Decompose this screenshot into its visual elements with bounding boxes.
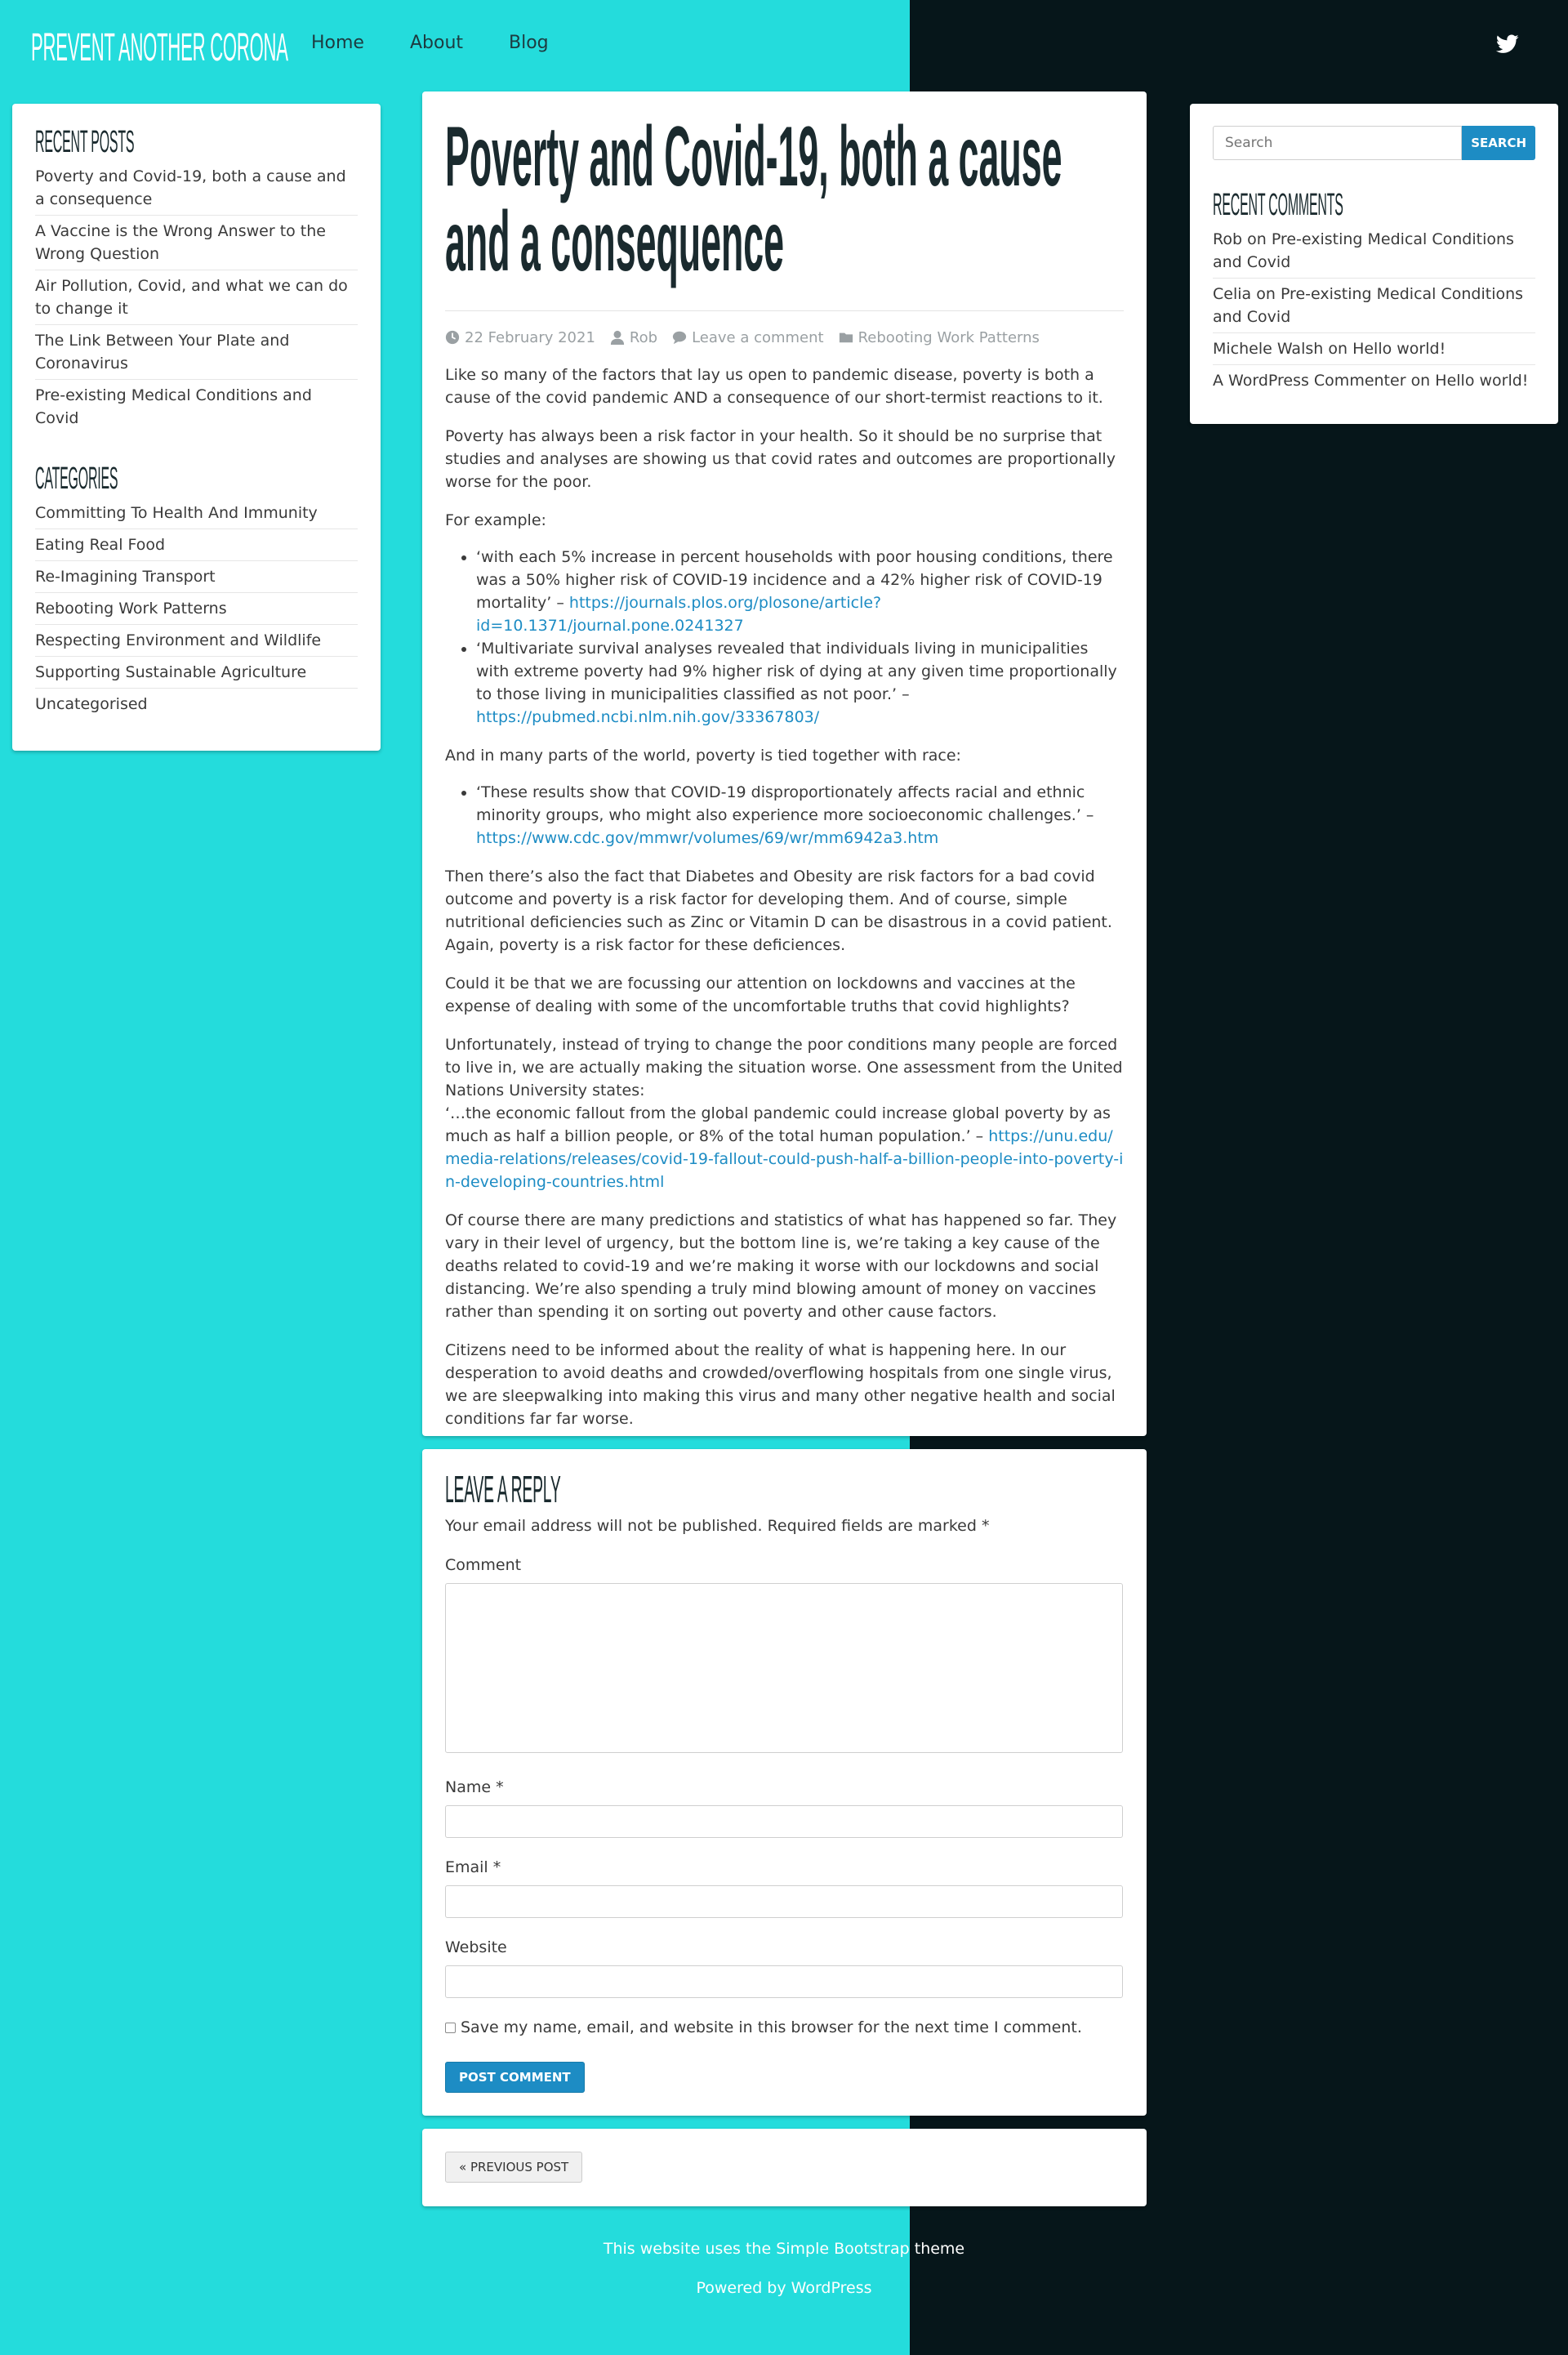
footer-powered-line <box>0 2279 1568 2297</box>
email-field[interactable] <box>445 1885 1123 1918</box>
comment-post-link[interactable]: Hello world! <box>1352 340 1446 358</box>
paragraph: Like so many of the factors that lay us open to pandemic disease, poverty is both a cause of the covid pandemic AND a consequence of our short-termist reactions to it. <box>445 366 1103 407</box>
list-item <box>35 325 358 380</box>
footer-text: Powered by <box>696 2279 791 2297</box>
recent-post-link[interactable]: Air Pollution, Covid, and what we can do to change it <box>35 277 348 318</box>
nav-blog[interactable]: Blog <box>509 33 549 53</box>
name-field[interactable] <box>445 1805 1123 1838</box>
source-link[interactable]: https://www.cdc.gov/mmwr/volumes/69/wr/mm6942a3.htm <box>476 829 939 847</box>
post-comments-text: Leave a comment <box>692 328 824 346</box>
comment-textarea[interactable] <box>445 1583 1123 1753</box>
twitter-icon[interactable] <box>1496 34 1519 54</box>
recent-posts-list <box>35 161 358 434</box>
left-sidebar <box>12 104 381 751</box>
title-divider <box>445 310 1124 311</box>
post-date-text: 22 February 2021 <box>465 328 595 346</box>
list-item <box>35 593 358 625</box>
comment-icon <box>672 330 687 345</box>
bullet-list <box>476 546 1124 729</box>
paragraph <box>445 1033 1124 1193</box>
search-button[interactable]: SEARCH <box>1462 126 1535 160</box>
category-link[interactable]: Supporting Sustainable Agriculture <box>35 663 307 681</box>
post-author-text: Rob <box>629 328 658 346</box>
bullet-text: ‘with each 5% increase in percent households with poor housing conditions, there was a 50% higher risk of COVID-19 incidence and a 42% higher risk of COVID-19 mortality’ – <box>476 548 1113 612</box>
comment-on-text: on <box>1328 340 1348 358</box>
site-header <box>0 0 1568 90</box>
website-label: Website <box>445 1938 507 1956</box>
categories-widget <box>35 462 358 720</box>
recent-post-link[interactable]: A Vaccine is the Wrong Answer to the Wrong Question <box>35 222 326 263</box>
save-info-checkbox[interactable] <box>445 2023 456 2033</box>
post-navigation <box>422 2129 1147 2206</box>
post-comments-link[interactable] <box>672 329 824 346</box>
list-item <box>35 380 358 434</box>
list-item <box>35 625 358 657</box>
paragraph: And in many parts of the world, poverty is tied together with race: <box>445 747 961 765</box>
comment-on-text: on <box>1410 372 1431 390</box>
previous-post-button[interactable]: « PREVIOUS POST <box>445 2152 582 2183</box>
search-input[interactable] <box>1213 126 1462 160</box>
reply-title: LEAVE A REPLY <box>445 1468 561 1510</box>
source-link[interactable]: https://journals.plos.org/plosone/article?id=10.1371/journal.pone.0241327 <box>476 594 882 635</box>
recent-post-link[interactable]: The Link Between Your Plate and Coronavirus <box>35 332 290 372</box>
category-link[interactable]: Re-Imagining Transport <box>35 568 216 586</box>
bullet-text: ‘Multivariate survival analyses revealed that individuals living in municipalities with extreme poverty had 9% higher risk of dying at any given time proportionally to those living in municipalities classified as not poor.’ – <box>476 640 1117 703</box>
list-item <box>476 546 1124 637</box>
list-item <box>35 561 358 593</box>
comment-author: Celia <box>1213 285 1252 303</box>
comment-author: Michele Walsh <box>1213 340 1324 358</box>
list-item <box>1213 279 1535 333</box>
save-info-label: Save my name, email, and website in this browser for the next time I comment. <box>461 2018 1082 2036</box>
paragraph: For example: <box>445 511 546 529</box>
theme-link[interactable]: Simple Bootstrap <box>776 2240 910 2258</box>
list-item <box>476 781 1124 850</box>
paragraph: Then there’s also the fact that Diabetes and Obesity are risk factors for a bad covid outcome and poverty is a risk factor for developing them. And of course, simple nutritional deficiencies such as Zinc or Vitamin D can be disastrous in a covid patient. Again, poverty is a risk factor for these deficiences. <box>445 868 1112 954</box>
category-link[interactable]: Eating Real Food <box>35 536 166 554</box>
recent-post-link[interactable]: Pre-existing Medical Conditions and Covid <box>35 386 312 427</box>
recent-post-link[interactable]: Poverty and Covid-19, both a cause and a consequence <box>35 167 346 208</box>
comment-post-link[interactable]: Pre-existing Medical Conditions and Covid <box>1213 230 1514 271</box>
search-form <box>1213 126 1535 160</box>
category-link[interactable]: Committing To Health And Immunity <box>35 504 318 522</box>
footer-theme-line <box>0 2240 1568 2258</box>
bullet-text: ‘These results show that COVID-19 disproportionately affects racial and ethnic minority groups, who might also experience more socioeconomic challenges.’ – <box>476 783 1094 824</box>
clock-icon <box>445 330 460 345</box>
list-item <box>1213 365 1535 396</box>
reply-note: Your email address will not be published. Required fields are marked * <box>445 1517 990 1535</box>
list-item <box>35 497 358 529</box>
email-label: Email * <box>445 1858 501 1876</box>
recent-posts-title: RECENT POSTS <box>35 125 135 159</box>
nav-about[interactable]: About <box>409 33 464 53</box>
paragraph: Poverty has always been a risk factor in your health. So it should be no surprise that studies and analyses are showing us that covid rates and outcomes are proportionally worse for the poor. <box>445 427 1116 491</box>
paragraph-text: Unfortunately, instead of trying to change the poor conditions many people are forced to live in, we are actually making the situation worse. One assessment from the United Nations University states: <box>445 1036 1123 1099</box>
categories-title: CATEGORIES <box>35 462 118 496</box>
post-category-text: Rebooting Work Patterns <box>858 328 1040 346</box>
post-title-line-2: and a consequence <box>445 194 785 289</box>
comment-post-link[interactable]: Pre-existing Medical Conditions and Covid <box>1213 285 1524 326</box>
post-meta <box>445 326 1124 349</box>
recent-comments-list <box>1213 224 1535 396</box>
paragraph: Of course there are many predictions and statistics of what has happened so far. They vary in their level of urgency, but the bottom line is, we’re taking a key cause of the deaths related to covid-19 and we’re making it worse with our lockdowns and social distancing. We’re also spending a truly mind blowing amount of money on vaccines rather than spending it on sorting out poverty and other cause factors. <box>445 1211 1117 1321</box>
source-link[interactable]: https://unu.edu/media-relations/releases/covid-19-fallout-could-push-half-a-billion-people-into-poverty-in-developing-countries.html <box>445 1127 1124 1191</box>
post-category-link[interactable] <box>839 329 1040 346</box>
list-item <box>476 637 1124 729</box>
list-item <box>35 689 358 720</box>
main-nav <box>311 33 595 53</box>
comment-on-text: on <box>1247 230 1267 248</box>
post-title <box>445 114 1124 304</box>
site-brand-text: PREVENT ANOTHER CORONA <box>31 26 288 69</box>
post-article <box>422 91 1147 1436</box>
reply-form <box>422 1449 1147 2116</box>
list-item <box>35 529 358 561</box>
right-sidebar <box>1190 104 1558 424</box>
footer-text: This website uses the <box>603 2240 777 2258</box>
list-item <box>35 216 358 270</box>
post-content <box>445 364 1124 1430</box>
user-icon <box>610 330 625 345</box>
footer-text: theme <box>909 2240 965 2258</box>
post-comment-button[interactable]: POST COMMENT <box>445 2062 585 2093</box>
comment-label: Comment <box>445 1556 522 1574</box>
comment-post-link[interactable]: Hello world! <box>1435 372 1529 390</box>
post-date <box>445 329 595 346</box>
folder-icon <box>839 330 853 345</box>
post-title-line-1: Poverty and Covid-19, both a cause <box>445 114 1062 204</box>
paragraph: Could it be that we are focussing our attention on lockdowns and vaccines at the expense of dealing with some of the uncomfortable truths that covid highlights? <box>445 975 1076 1015</box>
list-item <box>35 657 358 689</box>
recent-posts-widget <box>35 125 358 434</box>
bullet-list <box>476 781 1124 850</box>
paragraph: Citizens need to be informed about the reality of what is happening here. In our desperation to avoid deaths and crowded/overflowing hospitals from one single virus, we are sleepwalking into making this virus and many other negative health and social conditions far far worse. <box>445 1341 1116 1428</box>
wordpress-link[interactable]: WordPress <box>791 2279 872 2297</box>
list-item <box>35 161 358 216</box>
comment-author: A WordPress Commenter <box>1213 372 1406 390</box>
list-item <box>35 270 358 325</box>
quote-text: ‘…the economic fallout from the global pandemic could increase global poverty by as much as half a billion people, or 8% of the total human population.’ – <box>445 1104 1111 1145</box>
category-link[interactable]: Respecting Environment and Wildlife <box>35 631 322 649</box>
categories-list <box>35 497 358 720</box>
list-item <box>1213 224 1535 279</box>
comment-on-text: on <box>1256 285 1276 303</box>
recent-comments-title: RECENT COMMENTS <box>1213 188 1343 222</box>
post-author[interactable] <box>610 329 657 346</box>
source-link[interactable]: https://pubmed.ncbi.nlm.nih.gov/33367803/ <box>476 708 820 726</box>
comment-author: Rob <box>1213 230 1243 248</box>
category-link[interactable]: Uncategorised <box>35 695 148 713</box>
nav-home[interactable]: Home <box>311 33 364 53</box>
name-label: Name * <box>445 1778 504 1796</box>
save-info-row <box>445 2016 1124 2039</box>
website-field[interactable] <box>445 1965 1123 1998</box>
category-link[interactable]: Rebooting Work Patterns <box>35 600 227 618</box>
list-item <box>1213 333 1535 365</box>
